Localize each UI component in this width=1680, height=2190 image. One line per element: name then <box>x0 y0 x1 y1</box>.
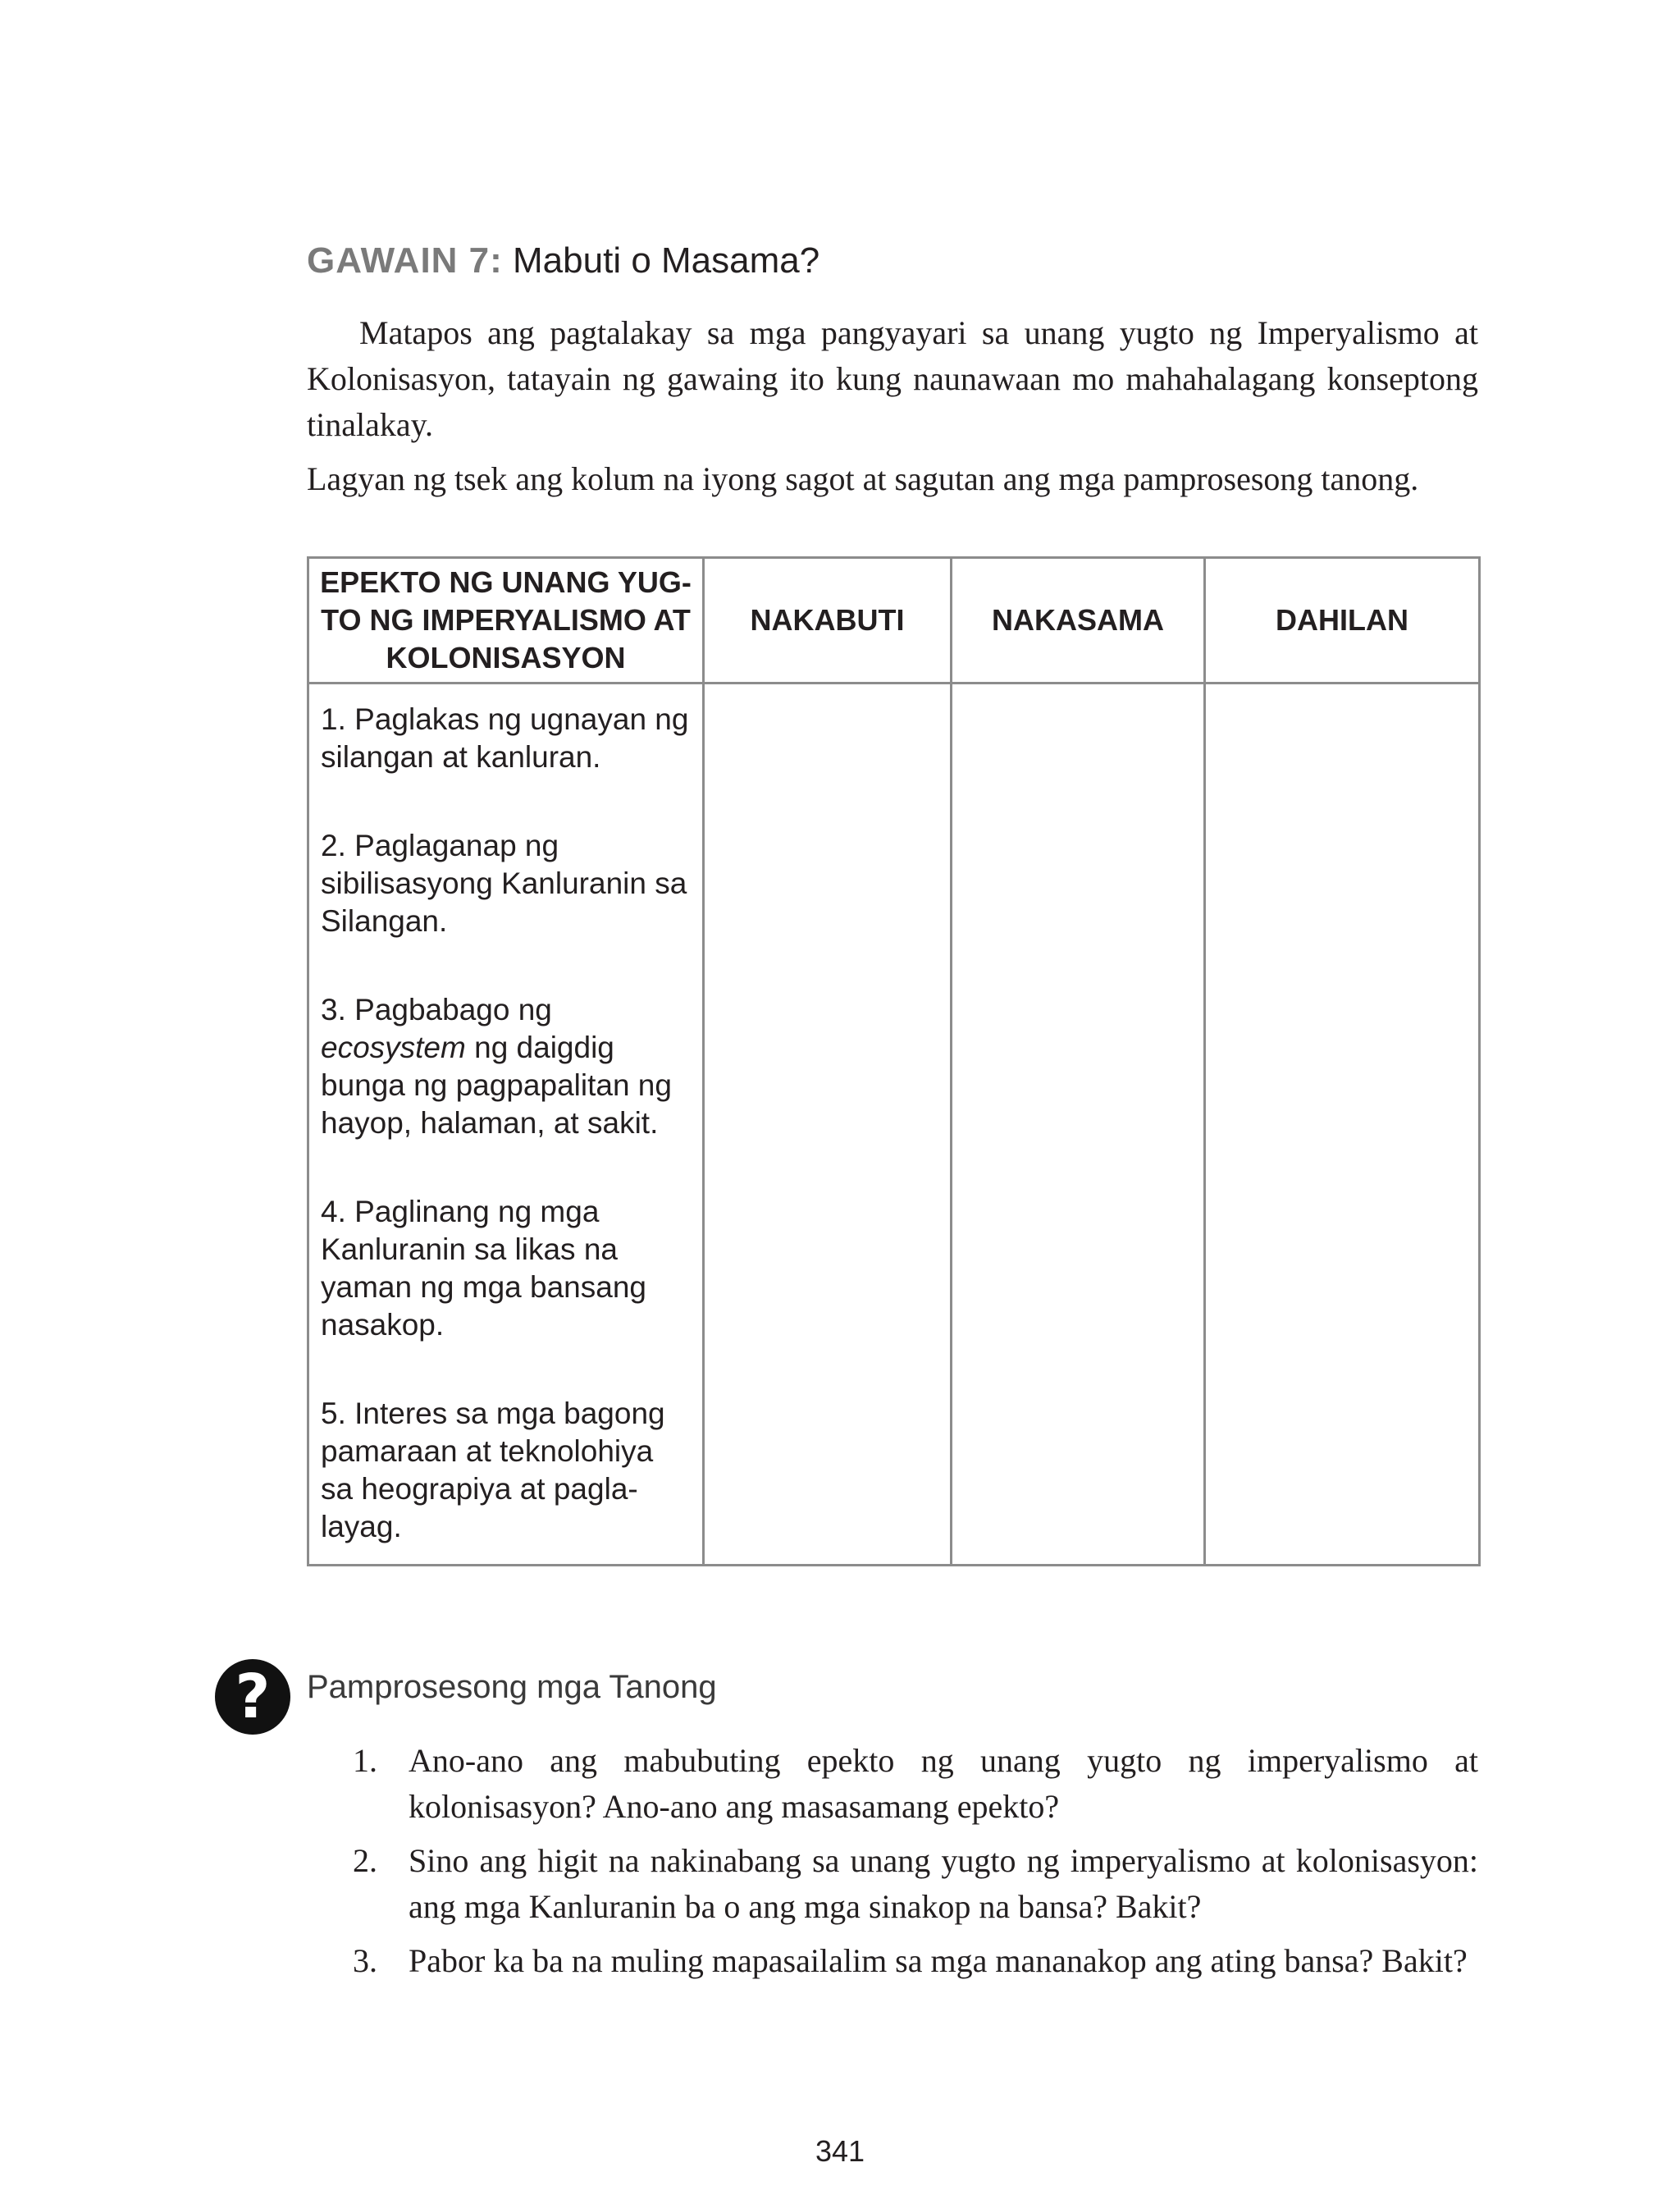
nakabuti-answer-cell[interactable] <box>704 684 952 1566</box>
question-text: Pabor ka ba na muling mapasailalim sa mga mananakop ang ating bansa? Bakit? <box>409 1942 1468 1979</box>
worksheet-table <box>307 556 1481 1566</box>
processing-questions-title: Pamprosesong mga Tanong <box>307 1669 717 1705</box>
table-header-row <box>308 558 1480 684</box>
header-dahilan: DAHILAN <box>1205 558 1480 684</box>
question-number: 1. <box>353 1742 377 1779</box>
list-item <box>321 991 691 1142</box>
list-item <box>353 1738 1478 1830</box>
item-text: 1. Paglakas ng ugnayan ng silangan at kanluran. <box>321 702 689 774</box>
item-text: ng daigdig bunga ng pagpapalitan ng hayop, halaman, at sakit. <box>321 1031 672 1140</box>
list-item <box>321 1193 691 1344</box>
list-item <box>353 1938 1478 1984</box>
table-row <box>308 684 1480 1566</box>
question-number: 2. <box>353 1842 377 1879</box>
header-nakasama: NAKASAMA <box>952 558 1205 684</box>
item-text: 3. Pagbabago ng <box>321 993 552 1026</box>
question-text: Sino ang higit na nakinabang sa unang yugto ng imperyalismo at kolonisasyon: ang mga Kanluranin ba o ang mga sinakop na bansa? Bakit? <box>409 1842 1478 1925</box>
item-text: 4. Paglinang ng mga Kanluranin sa likas na yaman ng mga bansang nasakop. <box>321 1195 646 1342</box>
list-item <box>321 701 691 776</box>
question-number: 3. <box>353 1942 377 1979</box>
list-item <box>321 1395 691 1546</box>
list-item <box>353 1838 1478 1930</box>
nakasama-answer-cell[interactable] <box>952 684 1205 1566</box>
intro-paragraph: Matapos ang pagtalakay sa mga pangyayari sa unang yugto ng Imperyalismo at Kolonisasyon, tatayain ng gawaing ito kung naunawaan mo mahahalagang konseptong tinalakay. <box>307 314 1478 443</box>
item-italic-term: ecosystem <box>321 1031 466 1064</box>
instruction-paragraph: Lagyan ng tsek ang kolum na iyong sagot at sagutan ang mga pamprosesong tanong. <box>307 460 1419 497</box>
header-epekto: EPEKTO NG UNANG YUG-TO NG IMPERYALISMO AT KOLONISASYON <box>308 558 704 684</box>
dahilan-answer-cell[interactable] <box>1205 684 1480 1566</box>
page-number: 341 <box>815 2134 865 2168</box>
effects-list-cell <box>308 684 704 1566</box>
processing-questions-list <box>353 1738 1478 1984</box>
list-item <box>321 827 691 940</box>
question-mark-icon: ? <box>215 1659 290 1735</box>
item-text: 2. Paglaganap ng sibilisasyong Kanluranin sa Silangan. <box>321 829 687 938</box>
activity-title <box>307 235 819 287</box>
activity-label: GAWAIN 7: <box>307 240 503 281</box>
question-text: Ano-ano ang mabubuting epekto ng unang yugto ng imperyalismo at kolonisasyon? Ano-ano ang masasamang epekto? <box>409 1742 1478 1825</box>
item-text: 5. Interes sa mga bagong pamaraan at teknolohiya sa heograpiya at pagla-layag. <box>321 1397 665 1543</box>
header-nakabuti: NAKABUTI <box>704 558 952 684</box>
activity-subtitle: Mabuti o Masama? <box>513 240 820 281</box>
